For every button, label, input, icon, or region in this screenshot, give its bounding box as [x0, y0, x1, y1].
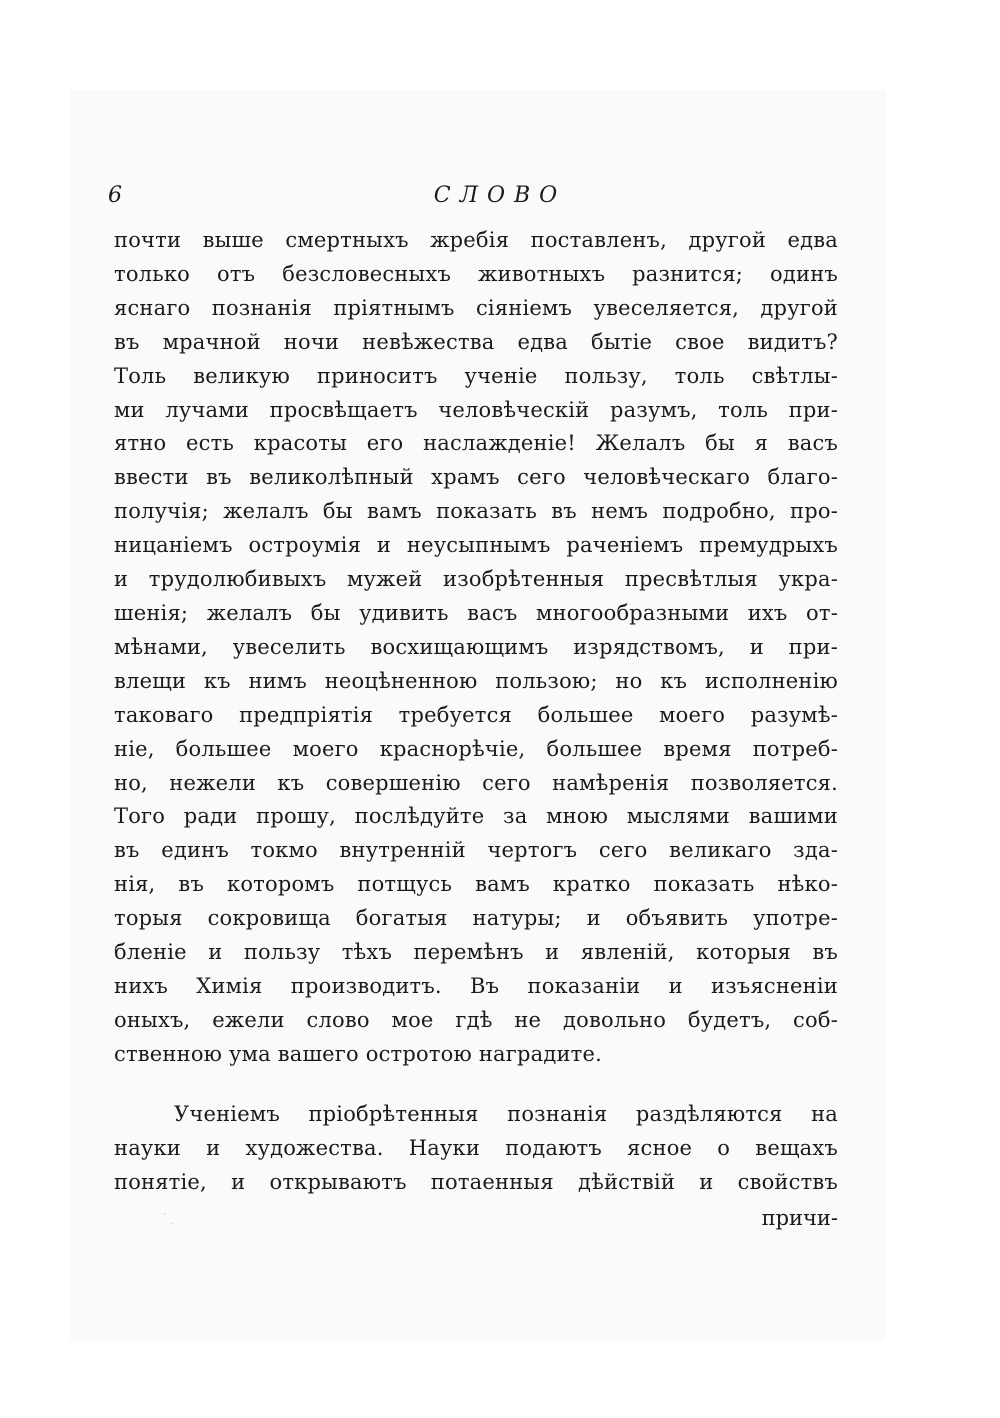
text-line: ницаніемъ остроумія и неусыпнымъ раченіемъ премудрыхъ — [114, 533, 838, 558]
paragraph-1 — [114, 224, 838, 1072]
page-number: 6 — [108, 183, 122, 208]
text-line: въ мрачной ночи невѣжества едва бытіе свое видитъ? — [114, 329, 838, 354]
text-line: яснаго познанія пріятнымъ сіяніемъ увеселяется, другой — [114, 295, 838, 320]
text-line: ввести въ великолѣпный храмъ сего человѣческаго благо- — [114, 465, 838, 490]
text-line: Того ради прошу, послѣдуйте за мною мыслями вашими — [114, 804, 838, 829]
text-line: нихъ Химія производитъ. Въ показаніи и изъясненіи — [114, 973, 838, 998]
text-line: бленіе и пользу тѣхъ перемѣнъ и явленій, которыя въ — [114, 940, 838, 965]
text-line: науки и художества. Науки подаютъ ясное о вещахъ — [114, 1135, 838, 1160]
paragraph-2 — [114, 1098, 838, 1200]
text-line: нія, въ которомъ потщусь вамъ кратко показать нѣко- — [114, 872, 838, 897]
ink-speck: ˙ ˎ — [162, 1212, 175, 1225]
text-line: ственною ума вашего остротою наградите. — [114, 1041, 602, 1066]
text-line: получія; желалъ бы вамъ показать въ немъ подробно, про- — [114, 499, 838, 524]
text-line: въ единъ токмо внутренній чертогъ сего великаго зда- — [114, 838, 838, 863]
text-line: но, нежели къ совершенію сего намѣренія позволяется. — [114, 770, 838, 795]
text-line: оныхъ, ежели слово мое гдѣ не довольно будетъ, соб- — [114, 1007, 838, 1032]
running-head: СЛОВО — [433, 183, 567, 208]
text-line: шенія; желалъ бы удивить васъ многообразными ихъ от- — [114, 600, 838, 625]
text-line: ніе, большее моего краснорѣчіе, большее время потреб- — [114, 736, 838, 761]
text-line: Толь великую приноситъ ученіе пользу, толь свѣтлы- — [114, 363, 838, 388]
text-line: понятіе, и открываютъ потаенныя дѣйствій и свойствъ — [114, 1169, 838, 1194]
text-line: Ученіемъ пріобрѣтенныя познанія раздѣляются на — [174, 1102, 838, 1126]
text-line: и трудолюбивыхъ мужей изобрѣтенныя пресвѣтлыя укра- — [114, 567, 838, 592]
text-line: торыя сокровища богатыя натуры; и объявить употре- — [114, 906, 838, 931]
text-line: таковаго предпріятія требуется большее моего разумѣ- — [114, 702, 838, 727]
text-line: влещи къ нимъ неоцѣненною пользою; но къ исполненію — [114, 668, 838, 693]
text-line: почти выше смертныхъ жребія поставленъ, другой едва — [114, 228, 838, 252]
text-line: мѣнами, увеселить восхищающимъ изрядствомъ, и при- — [114, 634, 838, 659]
text-line: только отъ безсловесныхъ животныхъ разнится; одинъ — [114, 261, 838, 286]
text-line: ми лучами просвѣщаетъ человѣческій разумъ, толь при- — [114, 397, 838, 422]
text-line: ятно есть красоты его наслажденіе! Желалъ бы я васъ — [114, 431, 838, 456]
catchword: причи- — [761, 1206, 838, 1230]
